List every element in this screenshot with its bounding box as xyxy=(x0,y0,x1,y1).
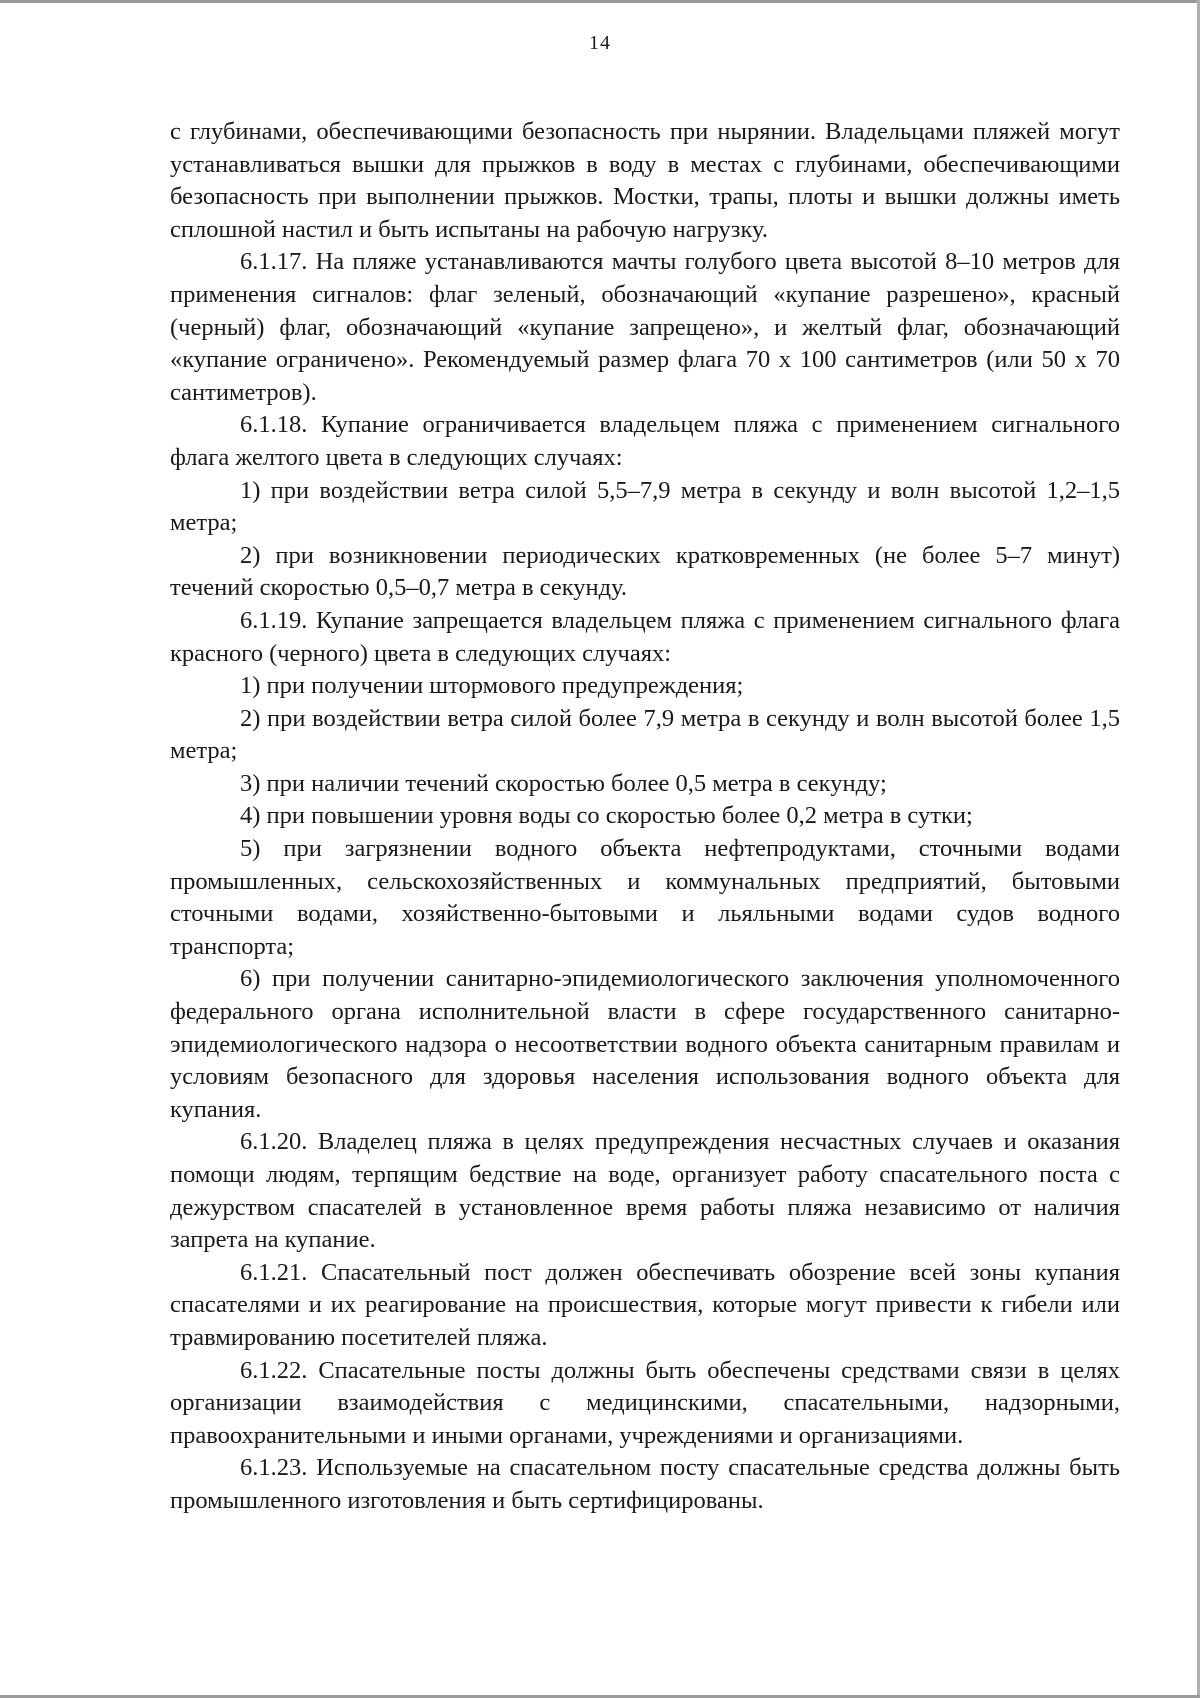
paragraph-6-1-19: 6.1.19. Купание запрещается владельцем пляжа с применением сигнального флага красного (черного) цвета в следующих случаях: xyxy=(170,606,1120,667)
paragraph-6-1-21: 6.1.21. Спасательный пост должен обеспечивать обозрение всей зоны купания спасателями и их реагирование на происшествия, которые могут привести к гибели или травмированию посетителей пляжа. xyxy=(170,1258,1120,1351)
list-item-6-1-19-3: 3) при наличии течений скоростью более 0,5 метра в секунду; xyxy=(240,769,887,797)
scan-edge-top xyxy=(0,0,1200,3)
list-item-6-1-19-5: 5) при загрязнении водного объекта нефтепродуктами, сточными водами промышленных, сельскохозяйственных и коммунальных предприятий, бытовыми сточными водами, хозяйственно-бытовыми и льяльными водами судов водного транспорта; xyxy=(170,835,1120,960)
list-item-6-1-19-6: 6) при получении санитарно-эпидемиологического заключения уполномоченного федерального органа исполнительной власти в сфере государственного санитарно-эпидемиологического надзора о несоответствии водного объекта санитарным правилам и условиям безопасного для здоровья населения использования водного объекта для купания. xyxy=(170,965,1120,1123)
paragraph-6-1-18: 6.1.18. Купание ограничивается владельцем пляжа с применением сигнального флага желтого цвета в следующих случаях: xyxy=(170,411,1120,471)
page-number: 14 xyxy=(589,32,611,54)
list-item-6-1-18-1: 1) при воздействии ветра силой 5,5–7,9 метра в секунду и волн высотой 1,2–1,5 метра; xyxy=(170,476,1120,537)
list-item-6-1-18-2: 2) при возникновении периодических кратковременных (не более 5–7 минут) течений скоростью 0,5–0,7 метра в секунду. xyxy=(170,541,1120,602)
paragraph-continuation: с глубинами, обеспечивающими безопасность при нырянии. Владельцами пляжей могут устанавливаться вышки для прыжков в воду в местах с глубинами, обеспечивающими безопасность при выполнении прыжков. Мостки, трапы, плоты и вышки должны иметь сплошной настил и быть испытаны на рабочую нагрузку. xyxy=(170,118,1120,243)
list-item-6-1-19-1: 1) при получении штормового предупреждения; xyxy=(240,672,744,700)
document-body xyxy=(170,116,1120,1518)
list-item-6-1-19-4: 4) при повышении уровня воды со скоростью более 0,2 метра в сутки; xyxy=(240,802,973,830)
paragraph-6-1-23: 6.1.23. Используемые на спасательном посту спасательные средства должны быть промышленного изготовления и быть сертифицированы. xyxy=(170,1454,1120,1514)
paragraph-6-1-20: 6.1.20. Владелец пляжа в целях предупреждения несчастных случаев и оказания помощи людям, терпящим бедствие на воде, организует работу спасательного поста с дежурством спасателей в установленное время работы пляжа независимо от наличия запрета на купание. xyxy=(170,1128,1120,1254)
paragraph-6-1-22: 6.1.22. Спасательные посты должны быть обеспечены средствами связи в целях организации взаимодействия с медицинскими, спасательными, надзорными, правоохранительными и иными органами, учреждениями и организациями. xyxy=(170,1356,1120,1449)
list-item-6-1-19-2: 2) при воздействии ветра силой более 7,9 метра в секунду и волн высотой более 1,5 метра; xyxy=(170,704,1120,765)
paragraph-6-1-17: 6.1.17. На пляже устанавливаются мачты голубого цвета высотой 8–10 метров для применения сигналов: флаг зеленый, обозначающий «купание разрешено», красный (черный) флаг, обозначающий «купание запрещено», и желтый флаг, обозначающий «купание ограничено». Рекомендуемый размер флага 70 x 100 сантиметров (или 50 x 70 сантиметров). xyxy=(170,248,1120,406)
